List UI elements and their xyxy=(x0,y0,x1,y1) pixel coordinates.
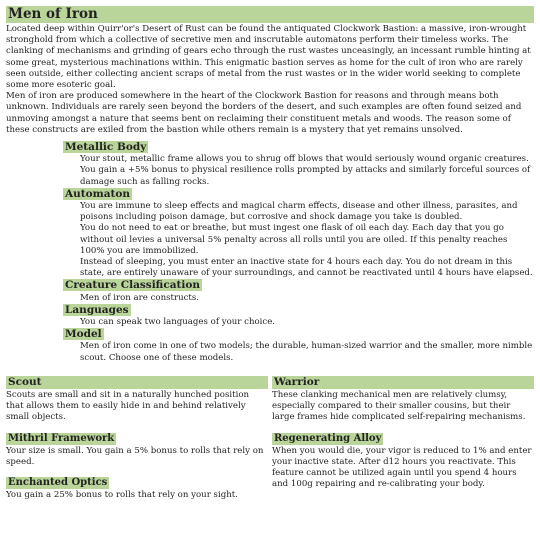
scout-column xyxy=(6,376,268,501)
scout-feature-heading-1: Mithril Framework xyxy=(8,432,115,444)
intro-paragraph-1: Located deep within Quirr'or's Desert of Rust can be found the antiquated Clockwork Bastion: a massive, iron-wrought stronghold from which a collective of secretive men and inscrutable automatons perform their timeless works. The clanking of mechanisms and grinding of gears echo through the rust wastes unceasingly, an incessant rumble hinting at some great, mysterious machinations within. This enigmatic bastion serves as home for the cult of iron who are rarely seen outside, either collecting ancient scraps of metal from the rust wastes or in the wider world seeking to complete some more esoteric goal. xyxy=(6,24,531,91)
section-model xyxy=(63,328,534,364)
section-heading-creature-classification: Creature Classification xyxy=(65,279,200,292)
scout-feature-text-1: Your size is small. You gain a 5% bonus to rolls that rely on speed. xyxy=(6,445,264,467)
section-heading-languages: Languages xyxy=(65,303,129,316)
model-columns xyxy=(6,376,534,501)
section-languages xyxy=(63,304,534,328)
intro-paragraph-2: Men of iron are produced somewhere in the heart of the Clockwork Bastion for reasons and through means both unknown. Individuals are rarely seen beyond the borders of the desert, and such examples are often found seized and unmoving amongst a nature that seems bent on reclaiming their constituent metals and woods. The reason some of these constructs are exiled from the bastion while others remain is a mystery that yet remains unsolved. xyxy=(6,91,522,135)
page-title: Men of Iron xyxy=(6,6,534,23)
section-automaton xyxy=(63,188,534,280)
scout-feature-heading-2: Enchanted Optics xyxy=(8,476,108,488)
warrior-description: These clanking mechanical men are relatively clumsy, especially compared to their smaller cousins, but their large frames hide complicated self-repairing mechanisms. xyxy=(272,389,526,423)
section-heading-automaton: Automaton xyxy=(65,187,131,200)
section-text-languages: You can speak two languages of your choice. xyxy=(80,317,276,328)
scout-description: Scouts are small and sit in a naturally hunched position that allows them to easily hide in and behind relatively small objects. xyxy=(6,389,250,423)
section-text-creature-classification: Men of iron are constructs. xyxy=(80,292,200,303)
scout-heading: Scout xyxy=(6,376,268,389)
warrior-column xyxy=(272,376,534,501)
automaton-paragraph-3: Instead of sleeping, you must enter an inactive state for 4 hours each day. You do not dream in this state, are entirely unaware of your surroundings, and cannot be reactivated until 4 hours have elapsed. xyxy=(80,257,533,279)
automaton-paragraph-1: You are immune to sleep effects and magical charm effects, disease and other illness, parasites, and poisons including poison damage, but corrosive and shock damage you take is doubled. xyxy=(80,201,518,223)
section-metallic-body xyxy=(63,141,534,188)
warrior-feature-text-1: When you would die, your vigor is reduced to 1% and enter your inactive state. After d12 hours you reactivate. This feature cannot be utilized again until you spend 4 hours and 100g repairing and re-calibrating your body. xyxy=(272,445,532,490)
section-text-model: Men of iron come in one of two models; the durable, human-sized warrior and the smaller, more nimble scout. Choose one of these models. xyxy=(80,341,533,363)
scout-feature-text-2: You gain a 25% bonus to rolls that rely on your sight. xyxy=(6,489,238,500)
section-text-metallic-body: Your stout, metallic frame allows you to shrug off blows that would seriously wound organic creatures. You gain a +5% bonus to physical resilience rolls prompted by attacks and similarly forceful sources of damage such as falling rocks. xyxy=(80,154,531,187)
section-heading-metallic-body: Metallic Body xyxy=(65,141,147,154)
automaton-paragraph-2: You do not need to eat or breathe, but must ingest one flask of oil each day. Each day that you go without oil levies a universal 5% penalty across all rolls until you are oiled. If this penalty reaches 100% you are immobilized. xyxy=(80,223,508,256)
section-heading-model: Model xyxy=(65,328,102,341)
warrior-heading: Warrior xyxy=(272,376,534,389)
warrior-feature-heading-1: Regenerating Alloy xyxy=(274,432,382,444)
section-creature-classification xyxy=(63,279,534,303)
